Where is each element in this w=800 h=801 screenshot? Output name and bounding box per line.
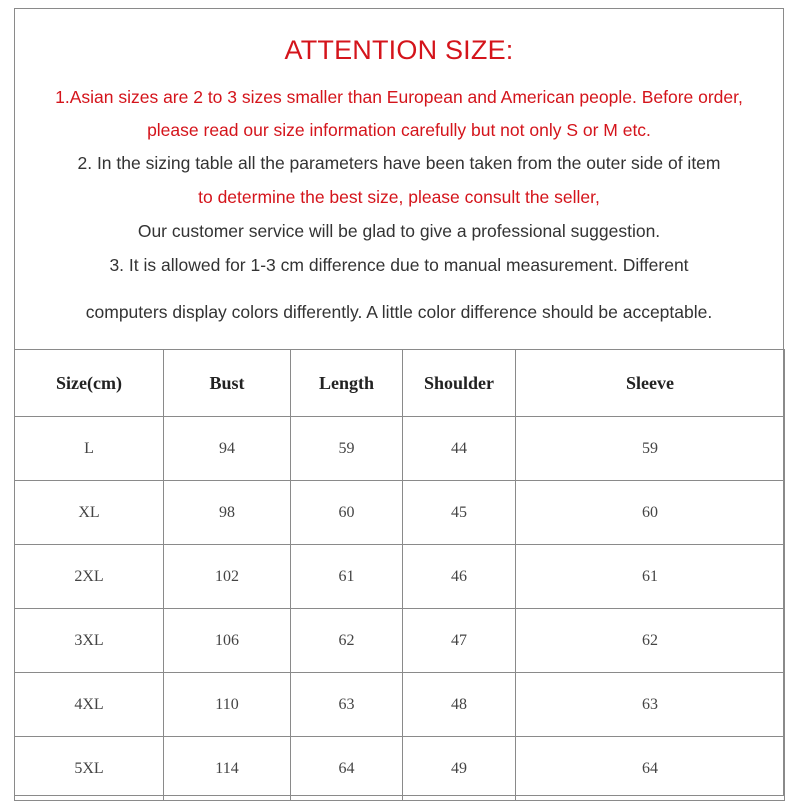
cell-size: 5XL bbox=[15, 737, 164, 801]
table-header-row bbox=[15, 350, 785, 417]
size-table bbox=[14, 349, 785, 801]
header-size: Size(cm) bbox=[15, 350, 164, 417]
notice-line-4: to determine the best size, please consult the seller, bbox=[198, 187, 600, 207]
cell-shoulder: 45 bbox=[403, 481, 516, 545]
notice-line-2: please read our size information carefully but not only S or M etc. bbox=[147, 120, 651, 140]
notice-line-5: Our customer service will be glad to give a professional suggestion. bbox=[137, 221, 661, 241]
cell-length: 60 bbox=[291, 481, 403, 545]
cell-size: L bbox=[15, 417, 164, 481]
notice-line-7: computers display colors differently. A little color difference should be acceptable. bbox=[85, 302, 713, 322]
cell-size: 3XL bbox=[15, 609, 164, 673]
cell-bust: 114 bbox=[164, 737, 291, 801]
table-row bbox=[15, 673, 785, 737]
cell-size: 2XL bbox=[15, 545, 164, 609]
header-shoulder: Shoulder bbox=[403, 350, 516, 417]
cell-shoulder: 47 bbox=[403, 609, 516, 673]
cell-bust: 98 bbox=[164, 481, 291, 545]
cell-shoulder: 44 bbox=[403, 417, 516, 481]
cell-sleeve: 59 bbox=[516, 417, 785, 481]
attention-notice bbox=[15, 9, 783, 349]
header-sleeve: Sleeve bbox=[516, 350, 785, 417]
notice-title: ATTENTION SIZE: bbox=[284, 35, 514, 65]
cell-shoulder: 48 bbox=[403, 673, 516, 737]
table-row bbox=[15, 481, 785, 545]
table-row bbox=[15, 417, 785, 481]
cell-length: 63 bbox=[291, 673, 403, 737]
cell-bust: 102 bbox=[164, 545, 291, 609]
size-chart-frame bbox=[14, 8, 784, 796]
cell-sleeve: 64 bbox=[516, 737, 785, 801]
table-row bbox=[15, 737, 785, 801]
cell-sleeve: 60 bbox=[516, 481, 785, 545]
cell-size: XL bbox=[15, 481, 164, 545]
header-length: Length bbox=[291, 350, 403, 417]
cell-shoulder: 46 bbox=[403, 545, 516, 609]
cell-sleeve: 63 bbox=[516, 673, 785, 737]
cell-bust: 110 bbox=[164, 673, 291, 737]
cell-bust: 94 bbox=[164, 417, 291, 481]
cell-size: 4XL bbox=[15, 673, 164, 737]
cell-sleeve: 61 bbox=[516, 545, 785, 609]
header-bust: Bust bbox=[164, 350, 291, 417]
notice-line-1: 1.Asian sizes are 2 to 3 sizes smaller than European and American people. Before order, bbox=[55, 87, 743, 107]
notice-line-3: 2. In the sizing table all the parameters have been taken from the outer side of item bbox=[77, 153, 721, 173]
table-row bbox=[15, 545, 785, 609]
cell-shoulder: 49 bbox=[403, 737, 516, 801]
cell-length: 64 bbox=[291, 737, 403, 801]
cell-bust: 106 bbox=[164, 609, 291, 673]
cell-length: 61 bbox=[291, 545, 403, 609]
cell-length: 62 bbox=[291, 609, 403, 673]
cell-length: 59 bbox=[291, 417, 403, 481]
cell-sleeve: 62 bbox=[516, 609, 785, 673]
table-row bbox=[15, 609, 785, 673]
notice-line-6: 3. It is allowed for 1-3 cm difference due to manual measurement. Different bbox=[109, 255, 689, 275]
